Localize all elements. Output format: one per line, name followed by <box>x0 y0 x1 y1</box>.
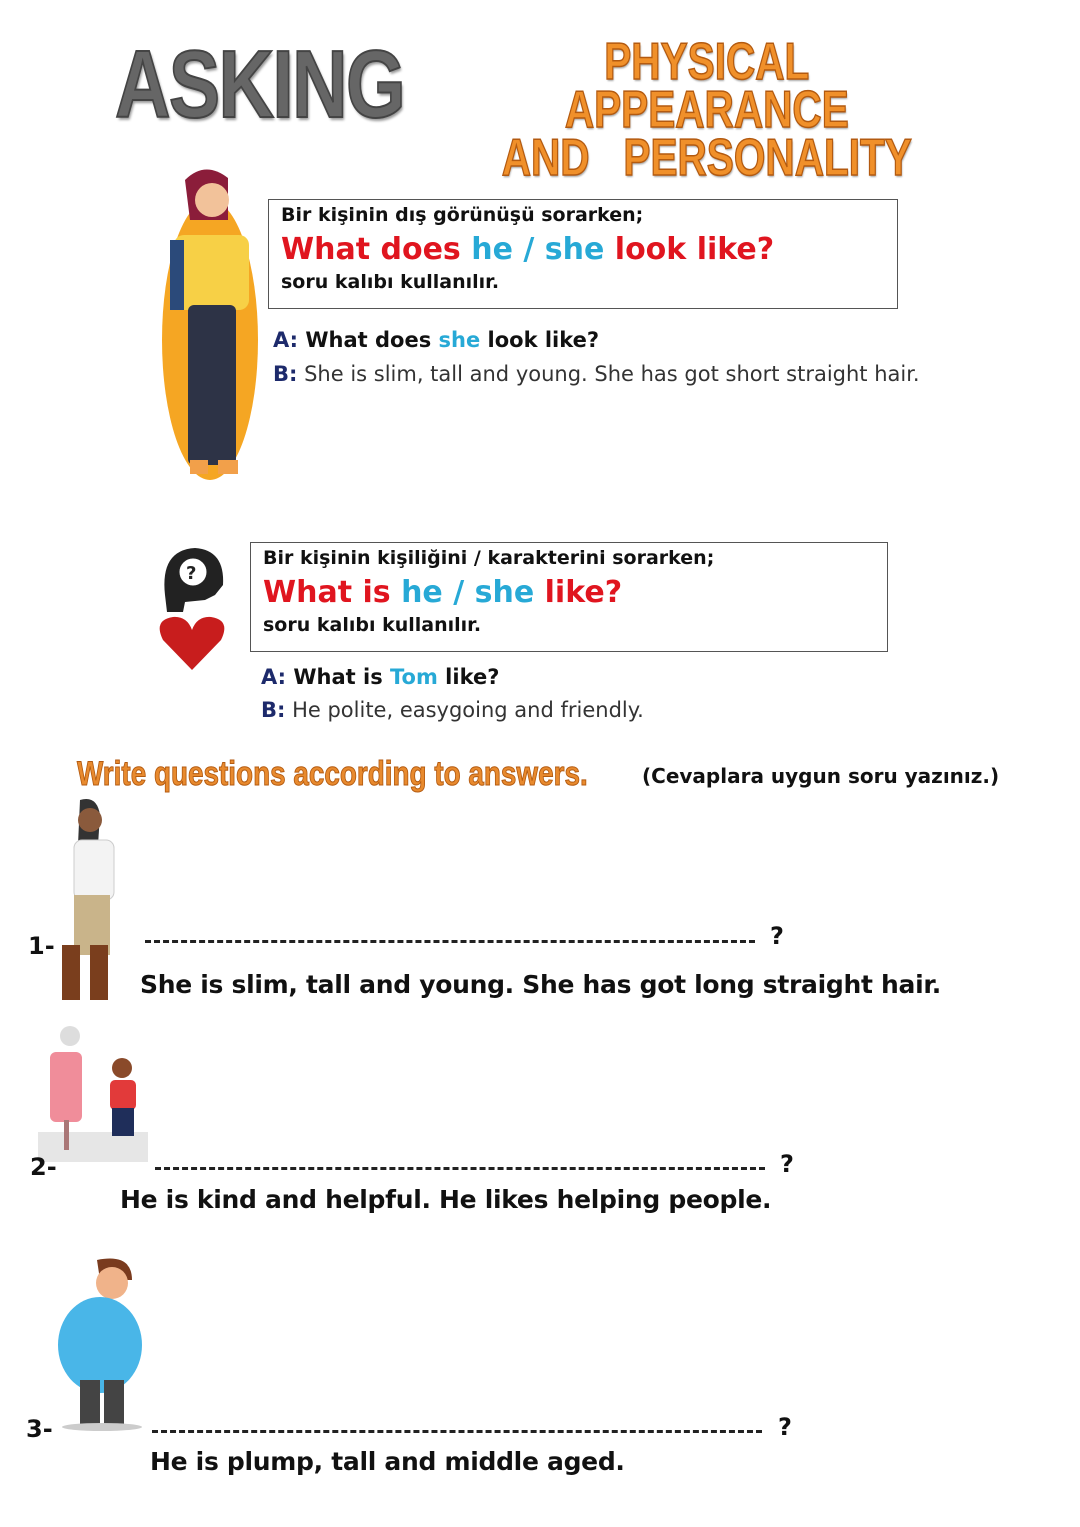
pattern-text: What is <box>263 575 402 610</box>
title-line-2: AND PERSONALITY <box>501 129 912 187</box>
svg-text:?: ? <box>186 563 197 584</box>
answer-text: He is kind and helpful. He likes helping people. <box>120 1185 772 1214</box>
item-number: 2- <box>30 1153 57 1181</box>
personality-pattern <box>263 575 875 610</box>
example-text: What is <box>286 665 391 689</box>
appearance-note: soru kalıbı kullanılır. <box>281 271 500 293</box>
answer-line[interactable] <box>145 940 755 943</box>
appearance-pattern <box>281 232 885 267</box>
title-topic <box>465 33 949 187</box>
example-text: look like? <box>480 328 600 352</box>
appearance-example-a <box>273 328 599 352</box>
exercise-instruction: Write questions according to answers. <box>77 755 588 793</box>
example-text: He polite, easygoing and friendly. <box>285 698 644 722</box>
thinking-head-icon <box>155 540 230 675</box>
answer-text: She is slim, tall and young. She has got long straight hair. <box>140 970 942 999</box>
answer-text: He is plump, tall and middle aged. <box>150 1447 625 1476</box>
item-number: 3- <box>26 1415 53 1443</box>
exercise-instruction-tr: (Cevaplara uygun soru yazınız.) <box>642 764 1000 788</box>
pattern-text: What does <box>281 232 472 267</box>
title-line-1: PHYSICAL APPEARANCE <box>564 33 849 139</box>
plump-man-illustration <box>52 1255 147 1435</box>
personality-intro: Bir kişinin kişiliğini / karakterini sorarken; <box>263 547 715 569</box>
appearance-intro: Bir kişinin dış görünüşü sorarken; <box>281 204 644 226</box>
example-highlight: she <box>438 328 481 352</box>
woman-standing-illustration <box>52 795 132 1005</box>
example-text: She is slim, tall and young. She has got short straight hair. <box>297 362 920 386</box>
pattern-text: look like? <box>604 232 775 267</box>
personality-rule-box <box>250 542 888 652</box>
speaker-label: A: <box>261 665 287 689</box>
pattern-text: like? <box>534 575 623 610</box>
woman-illustration <box>150 160 265 495</box>
answer-line[interactable] <box>152 1430 762 1433</box>
appearance-rule-box <box>268 199 898 309</box>
pattern-pronoun: he / she <box>471 232 605 267</box>
question-mark: ? <box>780 1150 794 1178</box>
speaker-label: B: <box>261 698 286 722</box>
title-asking: ASKING <box>115 31 405 138</box>
question-mark: ? <box>778 1413 792 1441</box>
appearance-example-b <box>273 362 920 386</box>
personality-example-b <box>261 698 644 722</box>
speaker-label: A: <box>273 328 299 352</box>
personality-note: soru kalıbı kullanılır. <box>263 614 482 636</box>
example-text: What does <box>298 328 439 352</box>
example-highlight: Tom <box>390 665 438 689</box>
example-text: like? <box>437 665 500 689</box>
answer-line[interactable] <box>155 1167 765 1170</box>
boy-helping-grandma-illustration <box>30 1022 152 1167</box>
speaker-label: B: <box>273 362 298 386</box>
personality-example-a <box>261 665 499 689</box>
heart-icon <box>160 617 225 670</box>
pattern-pronoun: he / she <box>401 575 535 610</box>
question-mark: ? <box>770 922 784 950</box>
item-number: 1- <box>28 932 55 960</box>
